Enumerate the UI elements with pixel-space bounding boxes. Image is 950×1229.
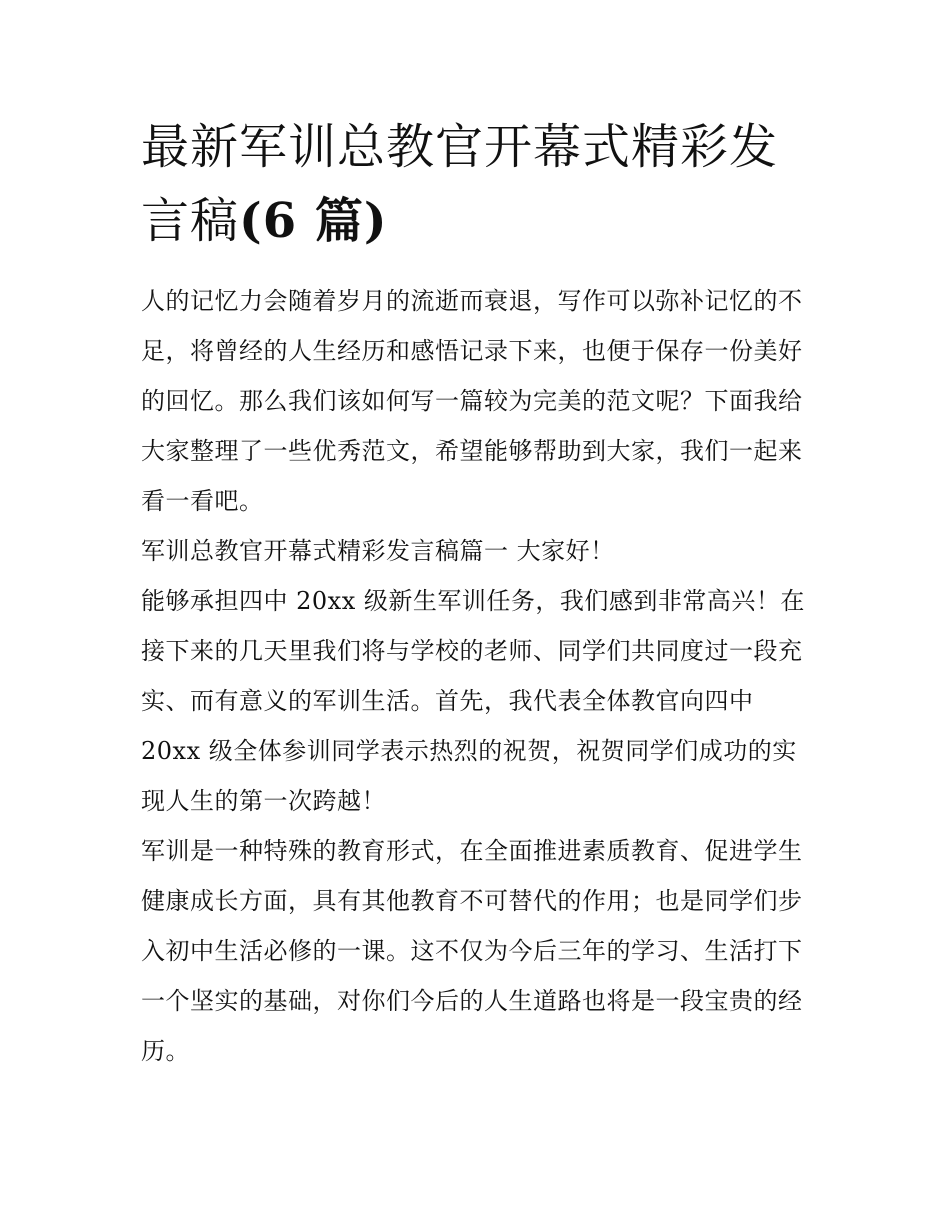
title-count: (6 篇) <box>239 193 388 249</box>
title-main: 最新军训总教官开幕式精彩发言稿 <box>141 119 779 249</box>
speech-paragraph-1: 能够承担四中 20xx 级新生军训任务，我们感到非常高兴！在接下来的几天里我们将与学校的老师、同学们共同度过一段充实、而有意义的军训生活。首先，我代表全体教官向四中 <box>141 587 805 715</box>
section-heading-paragraph: 军训总教官开幕式精彩发言稿篇一 大家好！ <box>141 537 615 565</box>
document-body <box>141 276 816 1076</box>
speech-paragraph-3: 军训是一种特殊的教育形式，在全面推进素质教育、促进学生健康成长方面，具有其他教育不可替代的作用；也是同学们步入初中生活必修的一课。这不仅为今后三年的学习、生活打下一个坚实的基础，对你们今后的人生道路也将是一段宝贵的经历。 <box>141 837 803 1065</box>
speech-paragraph-2: 20xx 级全体参训同学表示热烈的祝贺，祝贺同学们成功的实现人生的第一次跨越！ <box>141 737 797 815</box>
document-page <box>141 110 816 1076</box>
intro-paragraph: 人的记忆力会随着岁月的流逝而衰退，写作可以弥补记忆的不足，将曾经的人生经历和感悟记录下来，也便于保存一份美好的回忆。那么我们该如何写一篇较为完美的范文呢？下面我给大家整理了一些优秀范文，希望能够帮助到大家，我们一起来看一看吧。 <box>141 287 803 515</box>
document-title <box>141 110 816 258</box>
